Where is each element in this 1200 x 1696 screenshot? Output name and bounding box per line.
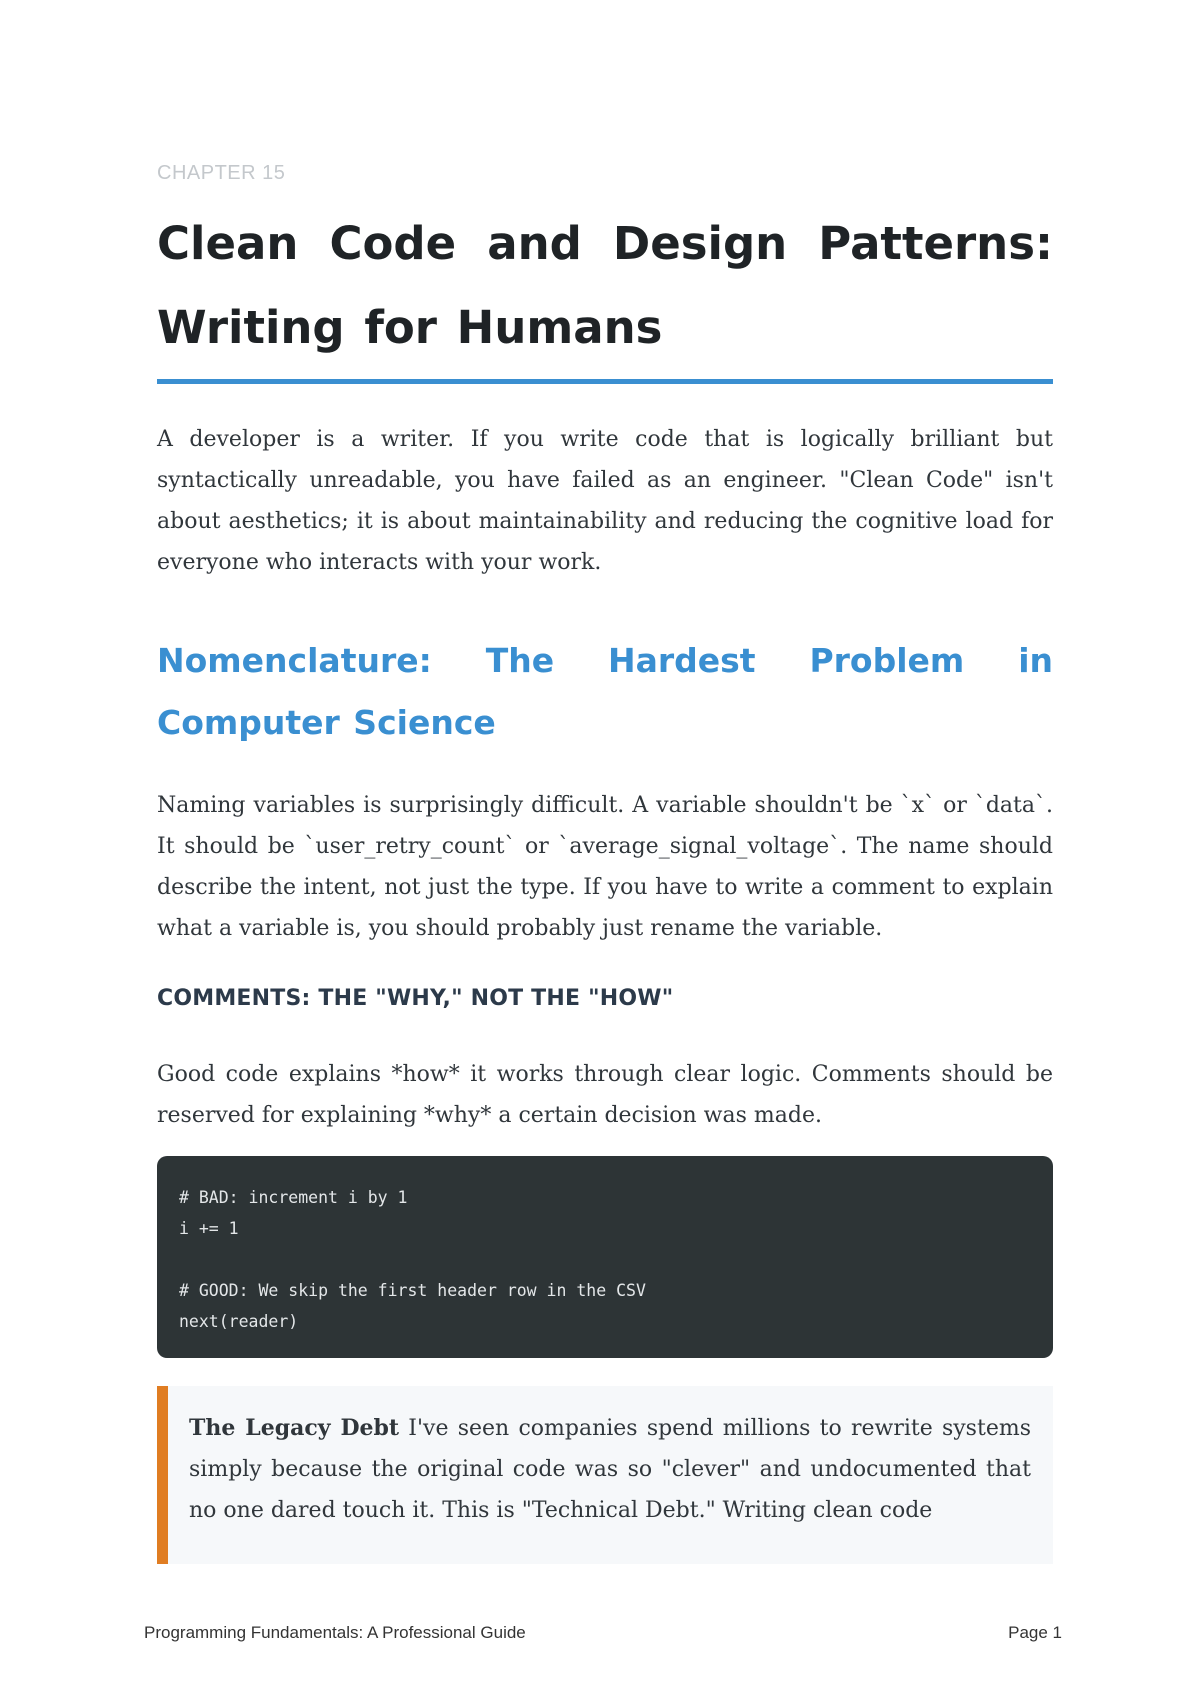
code-line: # GOOD: We skip the first header row in the CSV [179,1281,646,1300]
callout-text [189,1408,1031,1531]
code-line: i += 1 [179,1219,239,1238]
callout-box [157,1386,1053,1564]
code-line: next(reader) [179,1312,299,1331]
page-footer [144,1623,1062,1643]
callout-body: I've seen companies spend millions to rewrite systems simply because the original code was so "clever" and undocumented that no one dared touch it. This is "Technical Debt." Writing clean code [189,1416,1031,1523]
code-line: # BAD: increment i by 1 [179,1188,408,1207]
section-heading-nomenclature: Nomenclature: The Hardest Problem in Computer Science [157,641,1053,742]
title-divider [157,379,1053,384]
code-block [157,1156,1053,1358]
comments-paragraph: Good code explains *how* it works through clear logic. Comments should be reserved for explaining *why* a certain decision was made. [157,1062,1053,1128]
footer-book-title: Programming Fundamentals: A Professional Guide [144,1623,526,1642]
page-title: Clean Code and Design Patterns: Writing for Humans [157,217,1053,354]
subheading-comments: COMMENTS: THE "WHY," NOT THE "HOW" [157,986,674,1011]
code-line [179,1244,1031,1275]
chapter-label: CHAPTER 15 [157,162,286,184]
intro-paragraph: A developer is a writer. If you write code that is logically brilliant but syntactically unreadable, you have failed as an engineer. "Clean Code" isn't about aesthetics; it is about maintainability and reducing the cognitive load for everyone who interacts with your work. [157,427,1053,575]
callout-accent-bar [157,1386,168,1564]
footer-page-number: Page 1 [1008,1623,1062,1642]
nomenclature-paragraph: Naming variables is surprisingly difficult. A variable shouldn't be `x` or `data`. It should be `user_retry_count` or `average_signal_voltage`. The name should describe the intent, not just the type. If you have to write a comment to explain what a variable is, you should probably just rename the variable. [157,793,1053,941]
callout-title: The Legacy Debt [189,1415,400,1441]
